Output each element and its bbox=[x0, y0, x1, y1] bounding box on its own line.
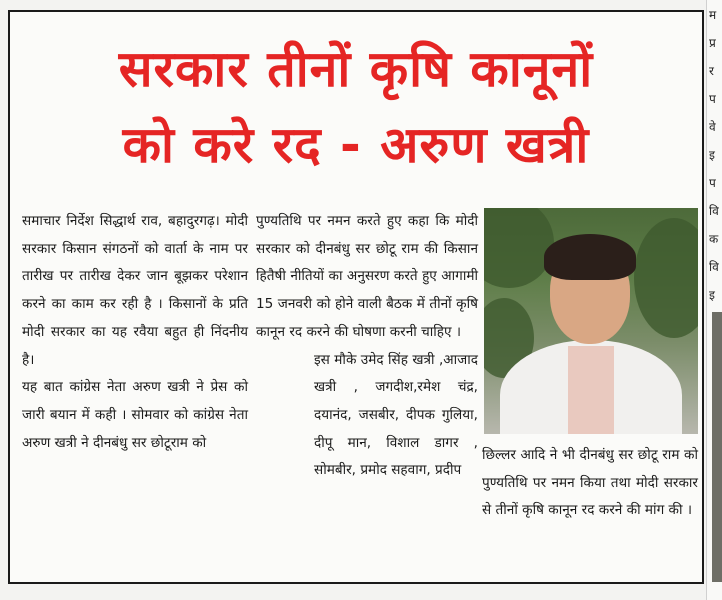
article-column-2 bbox=[256, 208, 478, 485]
column3-paragraph-1: छिल्लर आदि ने भी दीनबंधु सर छोटू राम को पुण्यतिथि पर नमन किया तथा मोदी सरकार से तीनों कृषि कानून रद करने की मांग की । bbox=[482, 447, 698, 519]
news-clipping bbox=[8, 10, 704, 584]
sidebar-fragment: वे bbox=[709, 120, 716, 134]
column1-paragraph-1: समाचार निर्देश सिद्धार्थ राव, बहादुरगढ़। मोदी सरकार किसान संगठनों को वार्ता के नाम पर तारीख पर तारीख देकर जान बूझकर परेशान करने का काम कर रही है । किसानों के प्रति मोदी सरकार का यह रवैया बहुत ही निंदनीय है। bbox=[22, 213, 248, 368]
sidebar-fragment: क bbox=[709, 232, 719, 246]
sidebar-fragment: इ bbox=[709, 148, 715, 162]
person-portrait-icon bbox=[484, 208, 698, 434]
article-column-3 bbox=[482, 442, 698, 525]
column2-paragraph-1: पुण्यतिथि पर नमन करते हुए कहा कि मोदी सरकार को दीनबंधु सर छोटू राम की किसान हितैषी नीतियों का अनुसरण करते हुए आगामी 15 जनवरी को होने वाली बैठक में तीनों कृषि कानून रद करने की घोषणा करनी चाहिए । bbox=[256, 213, 478, 340]
sidebar-fragment: इ bbox=[709, 288, 715, 302]
adjacent-photo-edge bbox=[712, 312, 722, 582]
sidebar-fragment: प्र bbox=[709, 36, 716, 50]
column1-paragraph-2: यह बात कांग्रेस नेता अरुण खत्री ने प्रेस को जारी बयान में कही । सोमवार को कांग्रेस नेता अरुण खत्री ने दीनबंधु सर छोटूराम को bbox=[22, 379, 248, 451]
sidebar-fragment: वि bbox=[709, 204, 719, 218]
sidebar-fragment: वि bbox=[709, 260, 719, 274]
sidebar-fragment: प bbox=[709, 176, 716, 190]
headline-line-2: को करे रद - अरुण खत्री bbox=[122, 116, 590, 174]
sidebar-fragment: र bbox=[709, 64, 714, 78]
sidebar-fragment: म bbox=[709, 8, 717, 22]
article-column-1 bbox=[22, 208, 248, 457]
column2-paragraph-2: इस मौके उमेद सिंह खत्री ,आजाद खत्री , जगदीश,रमेश चंद्र, दयानंद, जसबीर, दीपक गुलिया, दीपू मान, विशाल डागर , सोमबीर, प्रमोद सहवाग, प्रदीप bbox=[314, 351, 478, 479]
headline-line-1: सरकार तीनों कृषि कानूनों bbox=[118, 40, 594, 98]
sidebar-fragment: प bbox=[709, 92, 716, 106]
